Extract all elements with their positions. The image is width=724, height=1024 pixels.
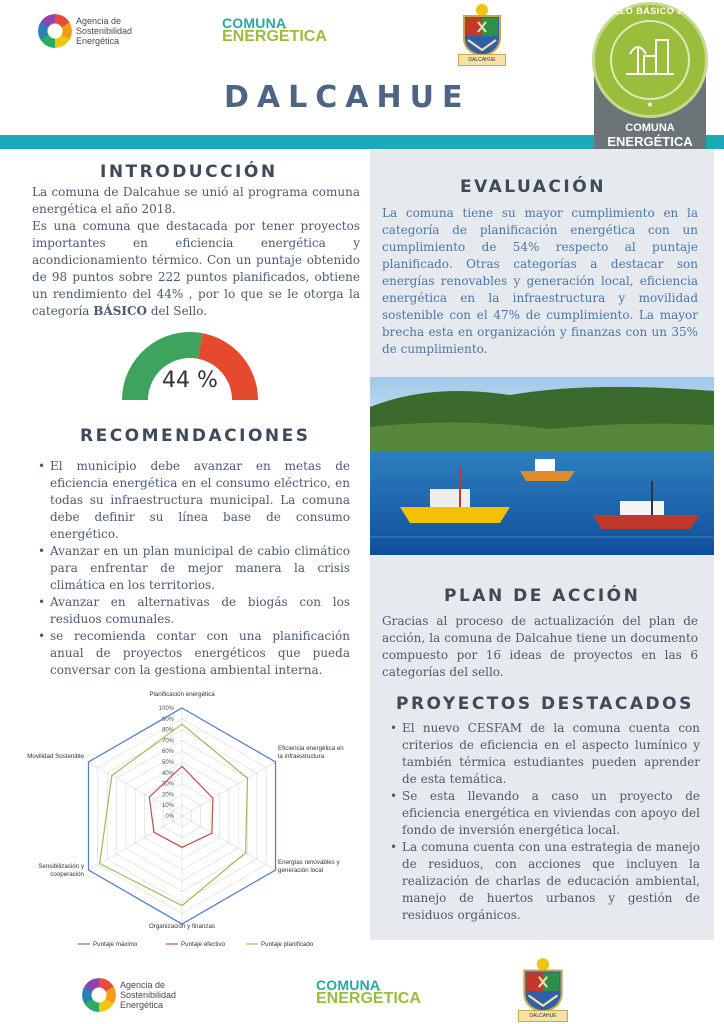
evaluation-text: La comuna tiene su mayor cumplimiento en la categoría de planificación energética con un cumplimiento de 54% respecto al puntaje planificado. Otras categorías a destacar son energías renovables y generación local, eficiencia energética en la infraestructura y movilidad sostenible con el 47% de cumplimiento. La mayor brecha esta en organización y finanzas con un 35% de cumplimiento. [382,206,698,356]
agency-logo-text: Agencia de Sostenibilidad Energética [76,16,133,46]
footer-agency-logo [82,978,176,1012]
list-item: • Avanzar en alternativas de biogás con los residuos comunales. [36,594,350,628]
radar-category-label: Sensibilización y cooperación [38,863,84,878]
projects-list [388,720,700,924]
harbor-photo [370,377,714,555]
list-item: • Se esta llevando a caso un proyecto de eficiencia energética en viviendas con apoyo del fondo de inversión energética local. [388,788,700,839]
shield-icon [518,956,568,1014]
radar-tick-label: 50% [161,760,174,766]
comuna-energetica-logo: COMUNA ENERGÉTICA [222,15,327,45]
radar-category-label: Planificación energética [149,691,215,698]
agency-logo [38,14,132,48]
agency-sun-icon [38,14,72,48]
agency-logo-text: Agencia de Sostenibilidad Energética [120,980,177,1010]
legend-entry: Puntaje efectivo [181,941,226,948]
seal-brand: COMUNA ENERGÉTICA [607,122,693,149]
legend-entry: Puntaje máximo [93,941,138,948]
intro-text: La comuna de Dalcahue se unió al programa comuna energética el año 2018. Es una comuna que destacada por tener proyectos importantes en eficiencia energética y acondicionamiento térmico. Con un puntaje obtenido de 98 puntos sobre 222 puntos planificados, obtiene un rendimiento del 44% , por lo que se le otorga la categoría BÁSICO del Sello. [32,185,360,318]
list-item: • El municipio debe avanzar en metas de eficiencia energética en el consumo eléctrico, en todas su infraestructura municipal. La comuna debe definir su línea base de consumo energético. [36,458,350,543]
radar-tick-label: 30% [161,781,174,788]
radar-tick-label: 0% [165,814,174,820]
category-bold: BÁSICO [93,304,147,318]
shield-icon [458,2,506,58]
list-item: • Avanzar en un plan municipal de cabio climático para enfrentar de mejor manera la crisis climática en los territorios. [36,543,350,594]
page-title: DALCAHUE [224,80,471,115]
shield-ribbon: DALCAHUE [518,1010,568,1022]
radar-tick-label: 60% [161,749,174,756]
radar-tick-label: 80% [161,727,174,734]
radar-category-label: Organización y finanzas [148,923,216,930]
evaluation-heading: EVALUACIÓN [460,177,606,197]
radar-category-label: Movilidad Sostenible [27,753,84,760]
list-item: • El nuevo CESFAM de la comuna cuenta con criterios de eficiencia en el aspecto lumínico y también térmica estudiantes pueden aprender de esta temática. [388,720,700,788]
radar-tick-label: 40% [161,770,174,777]
recommendations-list [36,458,350,679]
shield-ribbon: DALCAHUE [458,54,506,66]
intro-heading: INTRODUCCIÓN [100,162,278,182]
municipal-shield-logo [458,2,506,66]
seal-arc-text: SELLO BÁSICO 2021 [600,6,700,16]
recommendations-heading: RECOMENDACIONES [80,426,311,446]
agency-sun-icon [82,978,116,1012]
action-plan-heading: PLAN DE ACCIÓN [444,586,641,606]
projects-heading: PROYECTOS DESTACADOS [396,694,694,714]
radar-tick-label: 100% [158,706,174,712]
footer-comuna-energetica-logo: COMUNA ENERGÉTICA [316,977,421,1007]
list-item: • La comuna cuenta con una estrategia de manejo de residuos, con acciones que incluyen la realización de charlas de educación ambiental, manejo de huertos urbanos y gestión de residuos orgánicos. [388,839,700,924]
city-icon [626,34,674,80]
radar-category-label: Energías renovables y generación local [278,859,340,874]
radar-tick-label: 20% [161,792,174,799]
radar-tick-label: 70% [161,738,174,745]
star-icon: ★ [646,100,654,109]
radar-chart [0,688,365,950]
seal-badge [592,0,708,160]
legend-entry: Puntaje planificado [261,941,314,948]
radar-tick-label: 90% [161,716,174,723]
radar-category-label: Eficiencia energética en la infraestructura [278,745,344,760]
footer-municipal-shield-logo [518,956,568,1022]
radar-tick-label: 10% [161,803,174,810]
action-plan-text: Gracias al proceso de actualización del plan de acción, la comuna de Dalcahue tiene un documento compuesto por 16 ideas de proyectos en las 6 categorías del sello. [382,614,698,679]
radar-series-1 [149,766,213,847]
list-item: • se recomienda contar con una planificación anual de proyectos energéticos que pueda conversar con la gestiona ambiental interna. [36,628,350,679]
gauge-value: 44 % [162,368,218,393]
